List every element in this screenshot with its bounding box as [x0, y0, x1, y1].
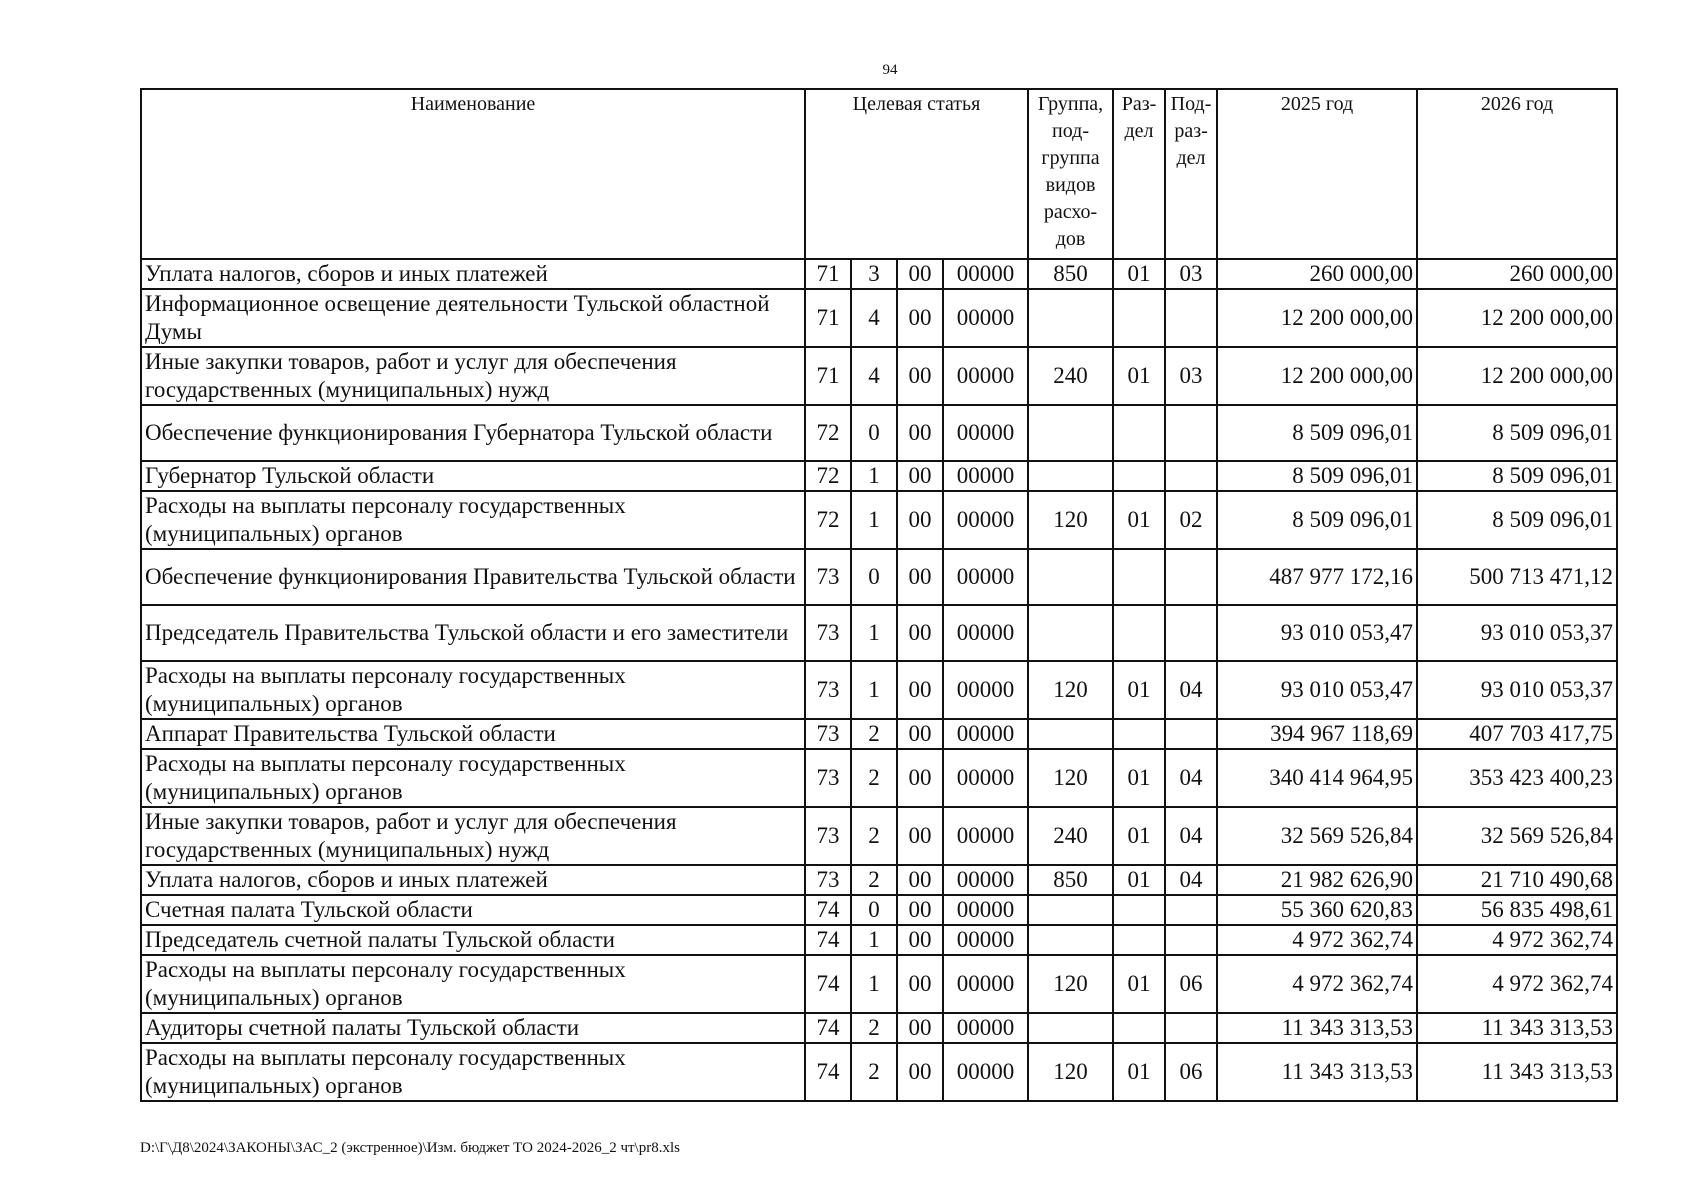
- target-program: 73: [805, 719, 851, 749]
- target-program: 73: [805, 605, 851, 661]
- target-code: 00000: [943, 549, 1028, 605]
- amount-2026: 4 972 362,74: [1417, 925, 1617, 955]
- table-row: [141, 661, 1617, 719]
- expense-group: [1028, 605, 1113, 661]
- target-direction: 00: [897, 661, 943, 719]
- section: 01: [1113, 1043, 1165, 1101]
- section: [1113, 461, 1165, 491]
- row-name: Расходы на выплаты персоналу государственных (муниципальных) органов: [141, 1043, 805, 1101]
- amount-2026: 407 703 417,75: [1417, 719, 1617, 749]
- target-direction: 00: [897, 719, 943, 749]
- amount-2025: 340 414 964,95: [1217, 749, 1417, 807]
- table-row: [141, 347, 1617, 405]
- target-code: 00000: [943, 405, 1028, 461]
- expense-group: [1028, 895, 1113, 925]
- table-row: [141, 549, 1617, 605]
- subsection: 04: [1165, 865, 1217, 895]
- budget-table: [140, 88, 1618, 1102]
- target-program: 71: [805, 347, 851, 405]
- target-program: 72: [805, 491, 851, 549]
- target-subprogram: 1: [851, 491, 897, 549]
- row-name: Уплата налогов, сборов и иных платежей: [141, 865, 805, 895]
- target-program: 72: [805, 461, 851, 491]
- target-subprogram: 1: [851, 955, 897, 1013]
- section: 01: [1113, 955, 1165, 1013]
- table-row: [141, 807, 1617, 865]
- row-name: Расходы на выплаты персоналу государственных (муниципальных) органов: [141, 661, 805, 719]
- target-code: 00000: [943, 719, 1028, 749]
- subsection: 03: [1165, 259, 1217, 289]
- section: 01: [1113, 807, 1165, 865]
- target-code: 00000: [943, 491, 1028, 549]
- target-subprogram: 2: [851, 1043, 897, 1101]
- subsection: 02: [1165, 491, 1217, 549]
- subsection: 03: [1165, 347, 1217, 405]
- row-name: Аппарат Правительства Тульской области: [141, 719, 805, 749]
- target-direction: 00: [897, 347, 943, 405]
- header-target: Целевая статья: [805, 89, 1028, 259]
- section: [1113, 549, 1165, 605]
- section: 01: [1113, 749, 1165, 807]
- amount-2026: 4 972 362,74: [1417, 955, 1617, 1013]
- target-direction: 00: [897, 807, 943, 865]
- target-program: 73: [805, 549, 851, 605]
- expense-group: 120: [1028, 491, 1113, 549]
- target-direction: 00: [897, 895, 943, 925]
- section: [1113, 1013, 1165, 1043]
- target-code: 00000: [943, 1013, 1028, 1043]
- target-direction: 00: [897, 289, 943, 347]
- row-name: Губернатор Тульской области: [141, 461, 805, 491]
- amount-2025: 32 569 526,84: [1217, 807, 1417, 865]
- table-row: [141, 749, 1617, 807]
- row-name: Обеспечение функционирования Правительства Тульской области: [141, 549, 805, 605]
- table-row: [141, 955, 1617, 1013]
- target-subprogram: 2: [851, 749, 897, 807]
- table-row: [141, 259, 1617, 289]
- target-subprogram: 1: [851, 461, 897, 491]
- target-direction: 00: [897, 491, 943, 549]
- subsection: [1165, 289, 1217, 347]
- amount-2026: 21 710 490,68: [1417, 865, 1617, 895]
- target-subprogram: 0: [851, 549, 897, 605]
- table-row: [141, 719, 1617, 749]
- target-subprogram: 1: [851, 925, 897, 955]
- subsection: [1165, 461, 1217, 491]
- amount-2026: 8 509 096,01: [1417, 405, 1617, 461]
- expense-group: 240: [1028, 807, 1113, 865]
- amount-2026: 11 343 313,53: [1417, 1043, 1617, 1101]
- target-subprogram: 4: [851, 289, 897, 347]
- expense-group: [1028, 461, 1113, 491]
- target-code: 00000: [943, 749, 1028, 807]
- header-name: Наименование: [141, 89, 805, 259]
- target-program: 74: [805, 1043, 851, 1101]
- table-row: [141, 925, 1617, 955]
- section: [1113, 719, 1165, 749]
- target-direction: 00: [897, 461, 943, 491]
- row-name: Расходы на выплаты персоналу государственных (муниципальных) органов: [141, 955, 805, 1013]
- section: 01: [1113, 259, 1165, 289]
- section: 01: [1113, 491, 1165, 549]
- expense-group: [1028, 405, 1113, 461]
- table-row: [141, 605, 1617, 661]
- table-row: [141, 895, 1617, 925]
- table-row: [141, 461, 1617, 491]
- row-name: Иные закупки товаров, работ и услуг для обеспечения государственных (муниципальных) нужд: [141, 347, 805, 405]
- amount-2026: 353 423 400,23: [1417, 749, 1617, 807]
- target-program: 73: [805, 865, 851, 895]
- amount-2025: 21 982 626,90: [1217, 865, 1417, 895]
- expense-group: [1028, 1013, 1113, 1043]
- target-subprogram: 2: [851, 865, 897, 895]
- section: [1113, 605, 1165, 661]
- amount-2025: 487 977 172,16: [1217, 549, 1417, 605]
- target-subprogram: 0: [851, 895, 897, 925]
- target-program: 74: [805, 1013, 851, 1043]
- target-code: 00000: [943, 259, 1028, 289]
- target-subprogram: 3: [851, 259, 897, 289]
- target-direction: 00: [897, 749, 943, 807]
- expense-group: 850: [1028, 259, 1113, 289]
- amount-2026: 8 509 096,01: [1417, 461, 1617, 491]
- amount-2026: 11 343 313,53: [1417, 1013, 1617, 1043]
- expense-group: 120: [1028, 661, 1113, 719]
- target-code: 00000: [943, 605, 1028, 661]
- target-direction: 00: [897, 925, 943, 955]
- target-direction: 00: [897, 1043, 943, 1101]
- header-2026: 2026 год: [1417, 89, 1617, 259]
- row-name: Обеспечение функционирования Губернатора Тульской области: [141, 405, 805, 461]
- amount-2025: 8 509 096,01: [1217, 461, 1417, 491]
- target-code: 00000: [943, 461, 1028, 491]
- amount-2025: 11 343 313,53: [1217, 1043, 1417, 1101]
- amount-2026: 56 835 498,61: [1417, 895, 1617, 925]
- row-name: Счетная палата Тульской области: [141, 895, 805, 925]
- section: [1113, 895, 1165, 925]
- amount-2025: 55 360 620,83: [1217, 895, 1417, 925]
- target-program: 72: [805, 405, 851, 461]
- header-subsection: Под-раз-дел: [1165, 89, 1217, 259]
- amount-2025: 394 967 118,69: [1217, 719, 1417, 749]
- amount-2025: 93 010 053,47: [1217, 605, 1417, 661]
- subsection: 04: [1165, 807, 1217, 865]
- amount-2025: 260 000,00: [1217, 259, 1417, 289]
- amount-2025: 11 343 313,53: [1217, 1013, 1417, 1043]
- table-row: [141, 289, 1617, 347]
- target-subprogram: 1: [851, 661, 897, 719]
- target-direction: 00: [897, 605, 943, 661]
- amount-2026: 8 509 096,01: [1417, 491, 1617, 549]
- target-program: 74: [805, 925, 851, 955]
- row-name: Уплата налогов, сборов и иных платежей: [141, 259, 805, 289]
- subsection: [1165, 1013, 1217, 1043]
- header-section: Раз-дел: [1113, 89, 1165, 259]
- header-2025: 2025 год: [1217, 89, 1417, 259]
- header-group: Группа, под-группа видов расхо-дов: [1028, 89, 1113, 259]
- expense-group: 240: [1028, 347, 1113, 405]
- section: [1113, 925, 1165, 955]
- row-name: Председатель Правительства Тульской области и его заместители: [141, 605, 805, 661]
- row-name: Информационное освещение деятельности Тульской областной Думы: [141, 289, 805, 347]
- amount-2025: 12 200 000,00: [1217, 289, 1417, 347]
- target-subprogram: 1: [851, 605, 897, 661]
- expense-group: [1028, 549, 1113, 605]
- table-header-row: [141, 89, 1617, 259]
- amount-2026: 32 569 526,84: [1417, 807, 1617, 865]
- subsection: [1165, 605, 1217, 661]
- amount-2025: 93 010 053,47: [1217, 661, 1417, 719]
- amount-2026: 12 200 000,00: [1417, 289, 1617, 347]
- section: 01: [1113, 661, 1165, 719]
- amount-2025: 8 509 096,01: [1217, 405, 1417, 461]
- row-name: Расходы на выплаты персоналу государственных (муниципальных) органов: [141, 749, 805, 807]
- subsection: [1165, 719, 1217, 749]
- target-direction: 00: [897, 955, 943, 1013]
- target-code: 00000: [943, 289, 1028, 347]
- amount-2025: 4 972 362,74: [1217, 925, 1417, 955]
- row-name: Аудиторы счетной палаты Тульской области: [141, 1013, 805, 1043]
- target-code: 00000: [943, 865, 1028, 895]
- row-name: Расходы на выплаты персоналу государственных (муниципальных) органов: [141, 491, 805, 549]
- section: 01: [1113, 865, 1165, 895]
- amount-2025: 4 972 362,74: [1217, 955, 1417, 1013]
- subsection: [1165, 549, 1217, 605]
- amount-2026: 260 000,00: [1417, 259, 1617, 289]
- target-direction: 00: [897, 549, 943, 605]
- subsection: 06: [1165, 955, 1217, 1013]
- target-subprogram: 4: [851, 347, 897, 405]
- row-name: Иные закупки товаров, работ и услуг для обеспечения государственных (муниципальных) нужд: [141, 807, 805, 865]
- subsection: [1165, 405, 1217, 461]
- table-row: [141, 1043, 1617, 1101]
- row-name: Председатель счетной палаты Тульской области: [141, 925, 805, 955]
- table-row: [141, 405, 1617, 461]
- table-row: [141, 491, 1617, 549]
- expense-group: [1028, 289, 1113, 347]
- section: [1113, 289, 1165, 347]
- target-direction: 00: [897, 405, 943, 461]
- target-direction: 00: [897, 259, 943, 289]
- target-code: 00000: [943, 1043, 1028, 1101]
- subsection: [1165, 895, 1217, 925]
- target-subprogram: 2: [851, 719, 897, 749]
- target-subprogram: 2: [851, 807, 897, 865]
- expense-group: 120: [1028, 749, 1113, 807]
- target-direction: 00: [897, 865, 943, 895]
- subsection: [1165, 925, 1217, 955]
- target-program: 73: [805, 749, 851, 807]
- page-number: 94: [882, 62, 898, 78]
- target-direction: 00: [897, 1013, 943, 1043]
- target-subprogram: 2: [851, 1013, 897, 1043]
- subsection: 04: [1165, 749, 1217, 807]
- target-program: 73: [805, 807, 851, 865]
- target-program: 74: [805, 895, 851, 925]
- target-subprogram: 0: [851, 405, 897, 461]
- subsection: 04: [1165, 661, 1217, 719]
- amount-2026: 93 010 053,37: [1417, 661, 1617, 719]
- target-code: 00000: [943, 955, 1028, 1013]
- expense-group: 850: [1028, 865, 1113, 895]
- table-row: [141, 865, 1617, 895]
- expense-group: 120: [1028, 955, 1113, 1013]
- file-path-footer: D:\Г\Д8\2024\ЗАКОНЫ\ЗАС_2 (экстренное)\Изм. бюджет ТО 2024-2026_2 чт\pr8.xls: [140, 1140, 680, 1156]
- section: 01: [1113, 347, 1165, 405]
- expense-group: 120: [1028, 1043, 1113, 1101]
- target-code: 00000: [943, 895, 1028, 925]
- target-program: 71: [805, 259, 851, 289]
- amount-2026: 500 713 471,12: [1417, 549, 1617, 605]
- expense-group: [1028, 925, 1113, 955]
- amount-2025: 8 509 096,01: [1217, 491, 1417, 549]
- target-code: 00000: [943, 661, 1028, 719]
- table-row: [141, 1013, 1617, 1043]
- amount-2026: 93 010 053,37: [1417, 605, 1617, 661]
- target-code: 00000: [943, 347, 1028, 405]
- target-code: 00000: [943, 925, 1028, 955]
- subsection: 06: [1165, 1043, 1217, 1101]
- target-program: 71: [805, 289, 851, 347]
- section: [1113, 405, 1165, 461]
- amount-2025: 12 200 000,00: [1217, 347, 1417, 405]
- target-program: 73: [805, 661, 851, 719]
- expense-group: [1028, 719, 1113, 749]
- target-program: 74: [805, 955, 851, 1013]
- amount-2026: 12 200 000,00: [1417, 347, 1617, 405]
- target-code: 00000: [943, 807, 1028, 865]
